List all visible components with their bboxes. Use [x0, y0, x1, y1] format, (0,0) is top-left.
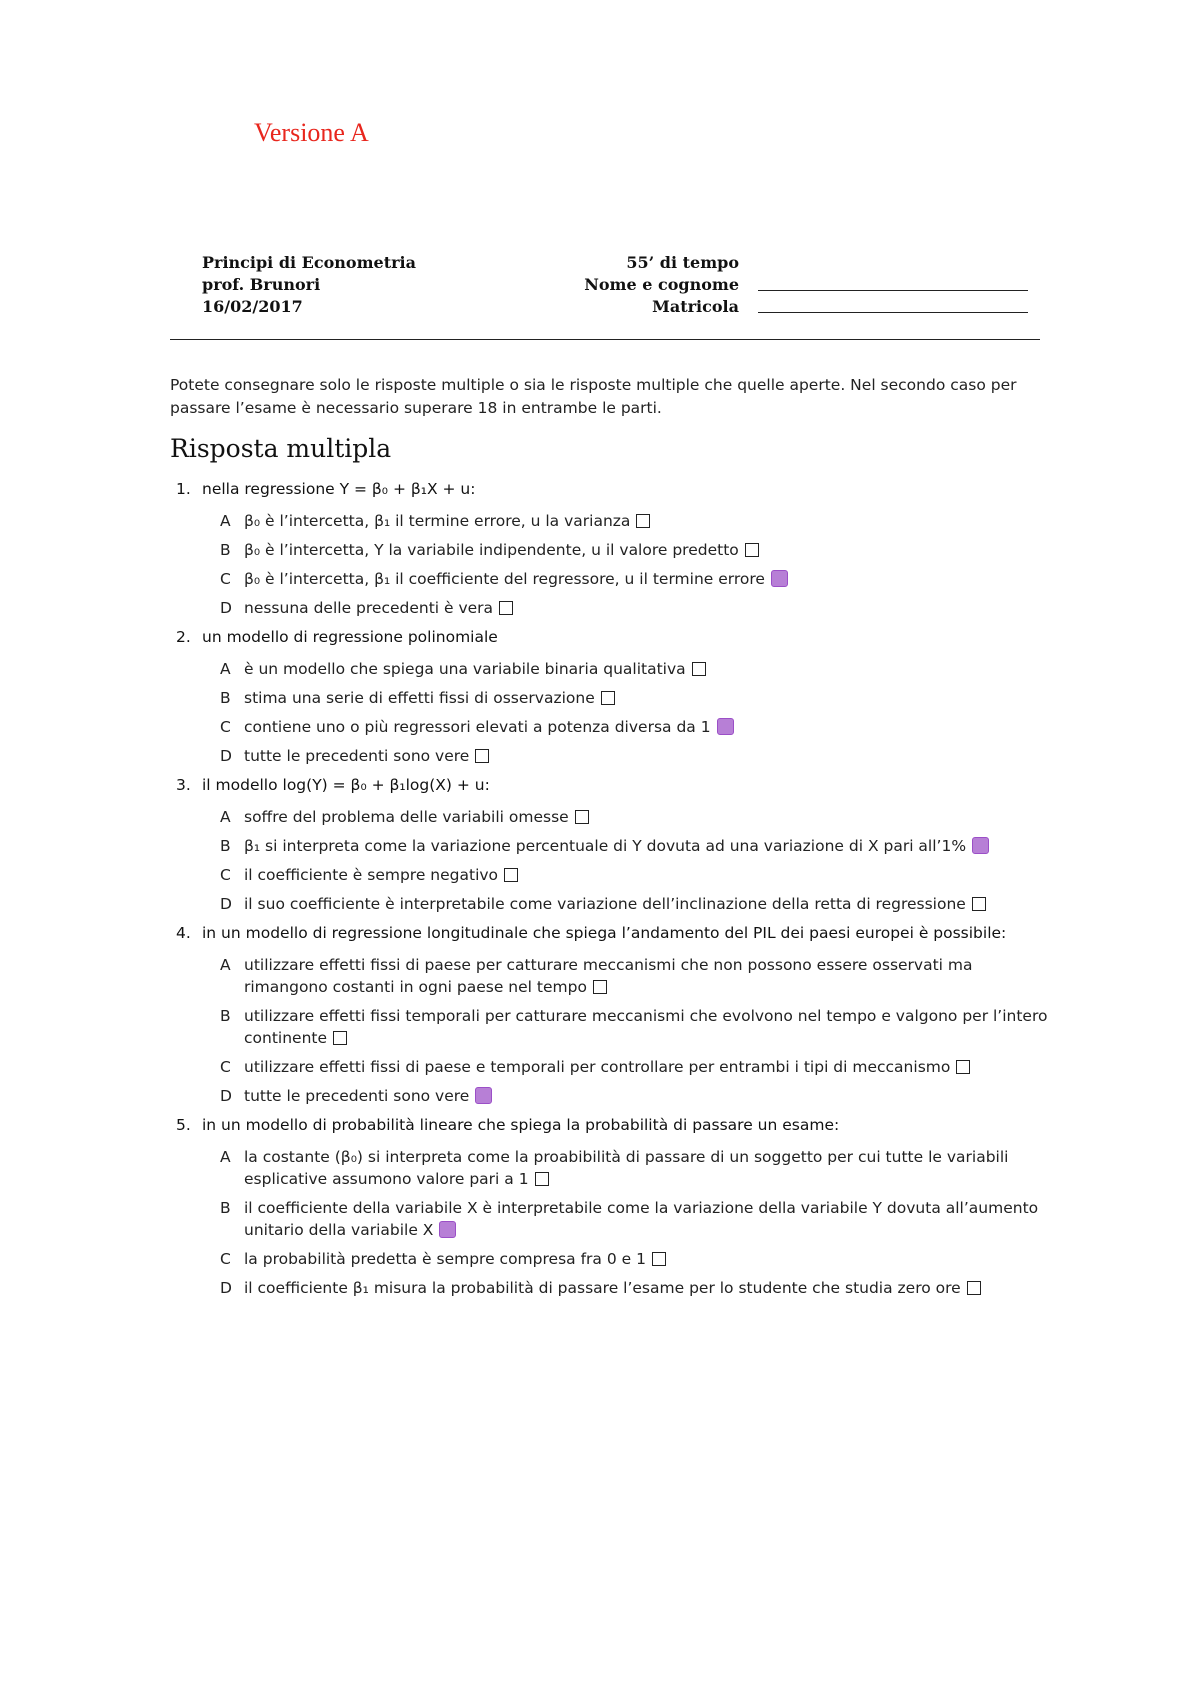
- answer-option-b: [220, 1005, 1060, 1049]
- option-label: è un modello che spiega una variabile binaria qualitativa: [244, 660, 686, 678]
- question-number: 1.: [176, 480, 191, 498]
- option-label: β₁ si interpreta come la variazione percentuale di Y dovuta ad una variazione di X pari all’1%: [244, 837, 967, 855]
- option-letter: A: [220, 660, 231, 678]
- option-label: tutte le precedenti sono vere: [244, 1087, 470, 1105]
- question-text: il modello log(Y) = β₀ + β₁log(X) + u:: [202, 776, 490, 794]
- option-letter: B: [220, 541, 231, 559]
- option-letter: C: [220, 718, 231, 736]
- option-letter: B: [220, 837, 231, 855]
- option-text: [244, 716, 1060, 738]
- option-label: il suo coefficiente è interpretabile come variazione dell’inclinazione della retta di regressione: [244, 895, 966, 913]
- checkbox-marked[interactable]: [439, 1221, 456, 1238]
- question-number: 5.: [176, 1116, 191, 1134]
- option-text: [244, 745, 1060, 767]
- checkbox[interactable]: [575, 810, 589, 824]
- option-label: il coefficiente β₁ misura la probabilità di passare l’esame per lo studente che studia zero ore: [244, 1279, 961, 1297]
- option-letter: A: [220, 512, 231, 530]
- option-letter: A: [220, 956, 231, 974]
- option-text: [244, 1248, 1060, 1270]
- option-text: [244, 806, 1060, 828]
- answer-options: [170, 510, 1060, 619]
- question-list: [170, 478, 1060, 1306]
- checkbox-marked[interactable]: [771, 570, 788, 587]
- checkbox[interactable]: [535, 1172, 549, 1186]
- option-text: [244, 1277, 1060, 1299]
- option-label: utilizzare effetti fissi temporali per catturare meccanismi che evolvono nel tempo e valgono per l’intero continente: [244, 1007, 1048, 1047]
- id-fill-line: [758, 312, 1028, 313]
- question-3: [170, 774, 1060, 915]
- option-letter: C: [220, 866, 231, 884]
- answer-options: [170, 658, 1060, 767]
- answer-option-b: [220, 835, 1060, 857]
- option-letter: A: [220, 808, 231, 826]
- checkbox[interactable]: [652, 1252, 666, 1266]
- question-text: un modello di regressione polinomiale: [202, 628, 498, 646]
- option-label: la costante (β₀) si interpreta come la proabibilità di passare di un soggetto per cui tutte le variabili esplicative assumono valore pari a 1: [244, 1148, 1009, 1188]
- option-text: [244, 658, 1060, 680]
- question-stem: [170, 626, 1060, 649]
- option-label: nessuna delle precedenti è vera: [244, 599, 494, 617]
- course-info: [202, 252, 416, 318]
- answer-option-c: [220, 1248, 1060, 1270]
- question-stem: [170, 478, 1060, 501]
- option-label: contiene uno o più regressori elevati a potenza diversa da 1: [244, 718, 711, 736]
- checkbox-marked[interactable]: [972, 837, 989, 854]
- option-label: il coefficiente della variabile X è interpretabile come la variazione della variabile Y dovuta all’aumento unitario della variabile X: [244, 1199, 1039, 1239]
- checkbox[interactable]: [636, 514, 650, 528]
- option-text: [244, 1085, 1060, 1107]
- question-number: 2.: [176, 628, 191, 646]
- option-letter: B: [220, 1007, 231, 1025]
- checkbox[interactable]: [601, 691, 615, 705]
- checkbox[interactable]: [475, 749, 489, 763]
- option-label: tutte le precedenti sono vere: [244, 747, 470, 765]
- option-letter: C: [220, 1250, 231, 1268]
- name-fill-line: [758, 290, 1028, 291]
- answer-option-a: [220, 658, 1060, 680]
- question-stem: [170, 774, 1060, 797]
- option-label: β₀ è l’intercetta, β₁ il termine errore, u la varianza: [244, 512, 631, 530]
- option-letter: D: [220, 599, 232, 617]
- answer-option-d: [220, 1085, 1060, 1107]
- option-letter: D: [220, 895, 232, 913]
- question-text: in un modello di regressione longitudinale che spiega l’andamento del PIL dei paesi europei è possibile:: [202, 924, 1007, 942]
- answer-option-c: [220, 568, 1060, 590]
- answer-option-c: [220, 864, 1060, 886]
- exam-date: 16/02/2017: [202, 297, 303, 316]
- question-text: in un modello di probabilità lineare che spiega la probabilità di passare un esame:: [202, 1116, 840, 1134]
- header-divider: [170, 339, 1040, 340]
- student-info-labels: [584, 252, 739, 318]
- time-limit: 55’ di tempo: [626, 253, 739, 272]
- name-label: Nome e cognome: [584, 275, 739, 294]
- option-label: il coefficiente è sempre negativo: [244, 866, 499, 884]
- option-text: [244, 510, 1060, 532]
- option-text: [244, 1056, 1060, 1078]
- answer-option-d: [220, 893, 1060, 915]
- option-text: [244, 864, 1060, 886]
- option-text: [244, 835, 1060, 857]
- answer-options: [170, 806, 1060, 915]
- answer-options: [170, 1146, 1060, 1299]
- answer-option-a: [220, 806, 1060, 828]
- option-text: [244, 1197, 1060, 1241]
- option-label: stima una serie di effetti fissi di osservazione: [244, 689, 595, 707]
- answer-option-b: [220, 1197, 1060, 1241]
- option-letter: B: [220, 689, 231, 707]
- question-4: [170, 922, 1060, 1107]
- checkbox[interactable]: [967, 1281, 981, 1295]
- checkbox[interactable]: [333, 1031, 347, 1045]
- answer-options: [170, 954, 1060, 1107]
- option-letter: D: [220, 1279, 232, 1297]
- option-letter: C: [220, 1058, 231, 1076]
- option-text: [244, 539, 1060, 561]
- option-letter: D: [220, 1087, 232, 1105]
- checkbox-marked[interactable]: [717, 718, 734, 735]
- professor-name: prof. Brunori: [202, 275, 321, 294]
- instructions: Potete consegnare solo le risposte multiple o sia le risposte multiple che quelle aperte. Nel secondo caso per passare l’esame è necessario superare 18 in entrambe le parti.: [170, 376, 1017, 417]
- checkbox[interactable]: [745, 543, 759, 557]
- version-label: Versione A: [254, 118, 369, 147]
- checkbox[interactable]: [956, 1060, 970, 1074]
- question-text: nella regressione Y = β₀ + β₁X + u:: [202, 480, 476, 498]
- option-label: β₀ è l’intercetta, β₁ il coefficiente del regressore, u il termine errore: [244, 570, 765, 588]
- option-text: [244, 687, 1060, 709]
- id-label: Matricola: [652, 297, 739, 316]
- question-stem: [170, 922, 1060, 945]
- answer-option-b: [220, 687, 1060, 709]
- option-text: [244, 1146, 1060, 1190]
- option-text: [244, 954, 1060, 998]
- option-letter: B: [220, 1199, 231, 1217]
- option-letter: A: [220, 1148, 231, 1166]
- answer-option-d: [220, 1277, 1060, 1299]
- answer-option-a: [220, 954, 1060, 998]
- checkbox[interactable]: [972, 897, 986, 911]
- question-5: [170, 1114, 1060, 1299]
- checkbox[interactable]: [504, 868, 518, 882]
- answer-option-d: [220, 597, 1060, 619]
- question-number: 4.: [176, 924, 191, 942]
- checkbox[interactable]: [692, 662, 706, 676]
- option-label: utilizzare effetti fissi di paese per catturare meccanismi che non possono essere osservati ma rimangono costanti in ogni paese nel tempo: [244, 956, 973, 996]
- answer-option-c: [220, 716, 1060, 738]
- option-text: [244, 1005, 1060, 1049]
- option-label: utilizzare effetti fissi di paese e temporali per controllare per entrambi i tipi di meccanismo: [244, 1058, 951, 1076]
- option-text: [244, 893, 1060, 915]
- answer-option-c: [220, 1056, 1060, 1078]
- question-number: 3.: [176, 776, 191, 794]
- question-1: [170, 478, 1060, 619]
- checkbox[interactable]: [593, 980, 607, 994]
- question-2: [170, 626, 1060, 767]
- section-title: Risposta multipla: [170, 434, 392, 463]
- option-label: la probabilità predetta è sempre compresa fra 0 e 1: [244, 1250, 646, 1268]
- option-text: [244, 597, 1060, 619]
- checkbox[interactable]: [499, 601, 513, 615]
- question-stem: [170, 1114, 1060, 1137]
- answer-option-b: [220, 539, 1060, 561]
- option-letter: C: [220, 570, 231, 588]
- answer-option-d: [220, 745, 1060, 767]
- answer-option-a: [220, 1146, 1060, 1190]
- checkbox-marked[interactable]: [475, 1087, 492, 1104]
- course-name: Principi di Econometria: [202, 253, 416, 272]
- answer-option-a: [220, 510, 1060, 532]
- option-label: soffre del problema delle variabili omesse: [244, 808, 569, 826]
- option-label: β₀ è l’intercetta, Y la variabile indipendente, u il valore predetto: [244, 541, 739, 559]
- option-letter: D: [220, 747, 232, 765]
- option-text: [244, 568, 1060, 590]
